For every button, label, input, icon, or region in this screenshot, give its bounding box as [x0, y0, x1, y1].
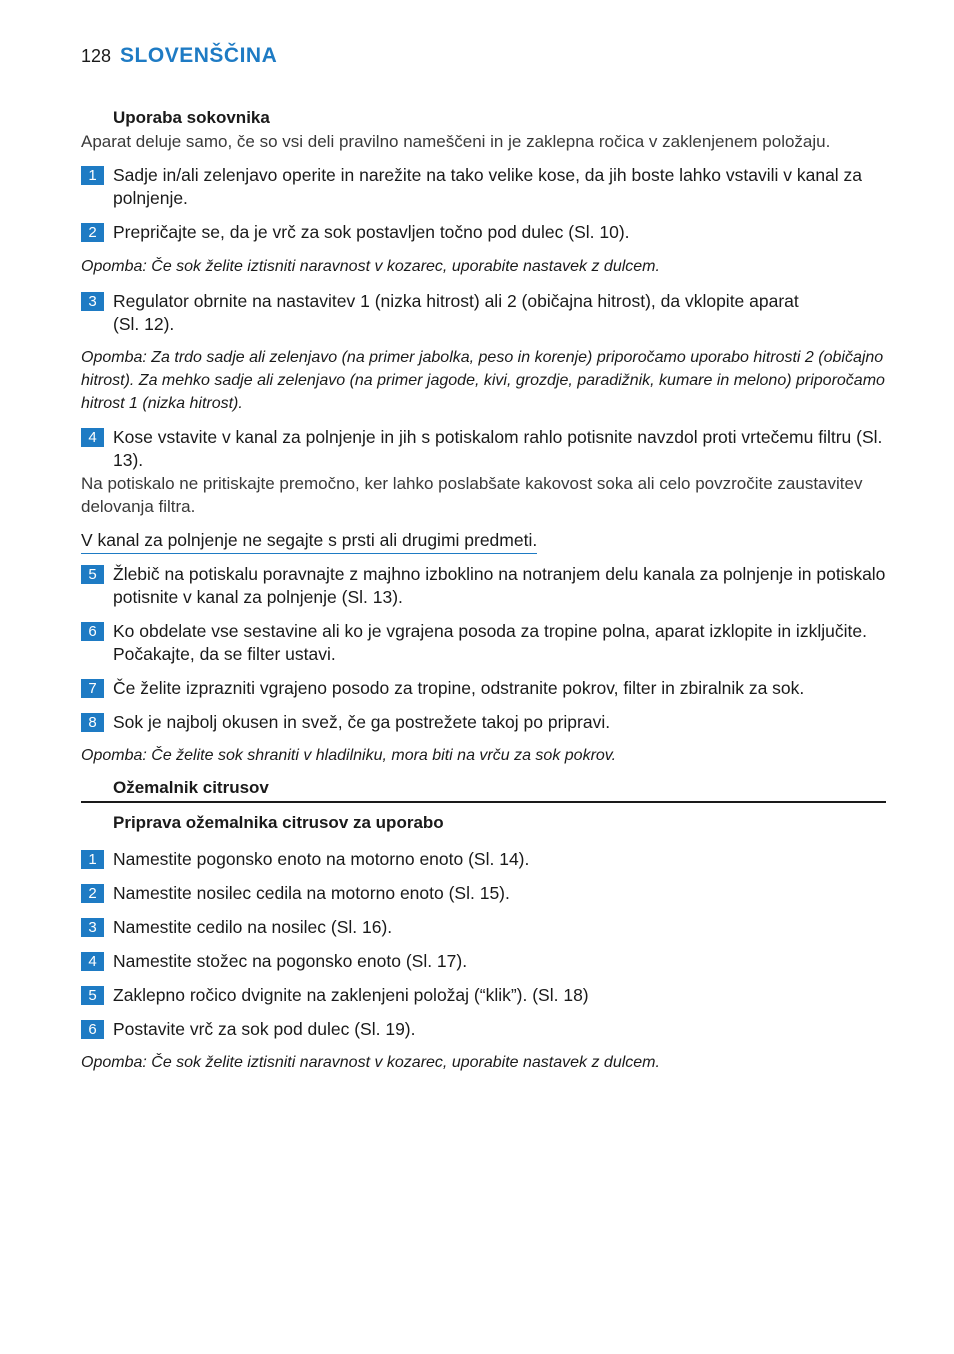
citrus-step-3	[81, 916, 886, 939]
step-text: Namestite stožec na pogonsko enoto (Sl. 17).	[113, 951, 468, 971]
section-title-juicer: Uporaba sokovnika	[113, 108, 270, 127]
step-number: 6	[81, 622, 104, 641]
step-text: Postavite vrč za sok pod dulec (Sl. 19).	[113, 1019, 416, 1039]
page-header	[81, 44, 277, 68]
step-4-extra: Na potiskalo ne pritiskajte premočno, ker lahko poslabšate kakovost soka ali celo povzročite zaustavitev delovanja filtra.	[81, 474, 863, 516]
note-3: Opomba: Če želite sok shraniti v hladilniku, mora biti na vrču za sok pokrov.	[81, 747, 617, 764]
citrus-step-6	[81, 1018, 886, 1041]
step-number: 1	[81, 166, 104, 185]
step-text: Zaklepno ročico dvignite na zaklenjeni položaj (“klik”). (Sl. 18)	[113, 985, 589, 1005]
step-text: Regulator obrnite na nastavitev 1 (nizka hitrost) ali 2 (običajna hitrost), da vklopite aparat (Sl. 12).	[113, 291, 799, 334]
juicer-step-5	[81, 563, 886, 609]
step-number: 3	[81, 918, 104, 937]
step-number: 4	[81, 428, 104, 447]
step-number: 5	[81, 565, 104, 584]
step-text: Namestite nosilec cedila na motorno enoto (Sl. 15).	[113, 883, 510, 903]
step-text: Žlebič na potiskalu poravnajte z majhno izboklino na notranjem delu kanala za polnjenje in potiskalo potisnite v kanal za polnjenje (Sl. 13).	[113, 564, 886, 607]
step-number: 3	[81, 292, 104, 311]
section-title-citrus: Ožemalnik citrusov	[113, 778, 269, 797]
page-number: 128	[81, 46, 112, 66]
warning-text: V kanal za polnjenje ne segajte s prsti ali drugimi predmeti.	[81, 529, 537, 554]
note-1: Opomba: Če sok želite iztisniti naravnost v kozarec, uporabite nastavek z dulcem.	[81, 258, 660, 275]
juicer-step-6	[81, 620, 886, 666]
step-text: Ko obdelate vse sestavine ali ko je vgrajena posoda za tropine polna, aparat izklopite in izključite. Počakajte, da se filter ustavi.	[113, 621, 867, 664]
step-number: 4	[81, 952, 104, 971]
juicer-step-2	[81, 221, 886, 244]
juicer-step-3	[81, 290, 804, 336]
juicer-step-1	[81, 164, 886, 210]
step-text: Sok je najbolj okusen in svež, če ga postrežete takoj po pripravi.	[113, 712, 611, 732]
step-number: 2	[81, 223, 104, 242]
juicer-step-8	[81, 711, 886, 734]
citrus-step-5	[81, 984, 886, 1007]
juicer-step-7	[81, 677, 886, 700]
note-2: Opomba: Za trdo sadje ali zelenjavo (na primer jabolka, peso in korenje) priporočamo uporabo hitrosti 2 (običajno hitrost). Za mehko sadje ali zelenjavo (na primer jagode, kivi, grozdje, paradižnik, kumare in melono) priporočamo hitrost 1 (nizka hitrost).	[81, 349, 885, 412]
step-number: 5	[81, 986, 104, 1005]
step-number: 1	[81, 850, 104, 869]
juicer-step-4	[81, 426, 886, 472]
citrus-step-1	[81, 848, 886, 871]
citrus-step-2	[81, 882, 886, 905]
step-number: 2	[81, 884, 104, 903]
step-text: Če želite izprazniti vgrajeno posodo za tropine, odstranite pokrov, filter in zbiralnik za sok.	[113, 678, 805, 698]
warning	[81, 529, 886, 554]
citrus-step-4	[81, 950, 886, 973]
section-divider	[81, 801, 886, 803]
juicer-intro: Aparat deluje samo, če so vsi deli pravilno nameščeni in je zaklepna ročica v zaklenjenem položaju.	[81, 132, 831, 151]
step-text: Prepričajte se, da je vrč za sok postavljen točno pod dulec (Sl. 10).	[113, 222, 630, 242]
step-number: 6	[81, 1020, 104, 1039]
step-number: 7	[81, 679, 104, 698]
step-text: Namestite pogonsko enoto na motorno enoto (Sl. 14).	[113, 849, 530, 869]
note-4: Opomba: Če sok želite iztisniti naravnost v kozarec, uporabite nastavek z dulcem.	[81, 1054, 660, 1071]
step-text: Kose vstavite v kanal za polnjenje in jih s potiskalom rahlo potisnite navzdol proti vrtečemu filtru (Sl. 13).	[113, 427, 883, 470]
section-title-citrus-prep: Priprava ožemalnika citrusov za uporabo	[113, 813, 444, 832]
language-title: SLOVENŠČINA	[120, 44, 278, 67]
step-text: Namestite cedilo na nosilec (Sl. 16).	[113, 917, 393, 937]
step-text: Sadje in/ali zelenjavo operite in narežite na tako velike kose, da jih boste lahko vstavili v kanal za polnjenje.	[113, 165, 863, 208]
step-number: 8	[81, 713, 104, 732]
